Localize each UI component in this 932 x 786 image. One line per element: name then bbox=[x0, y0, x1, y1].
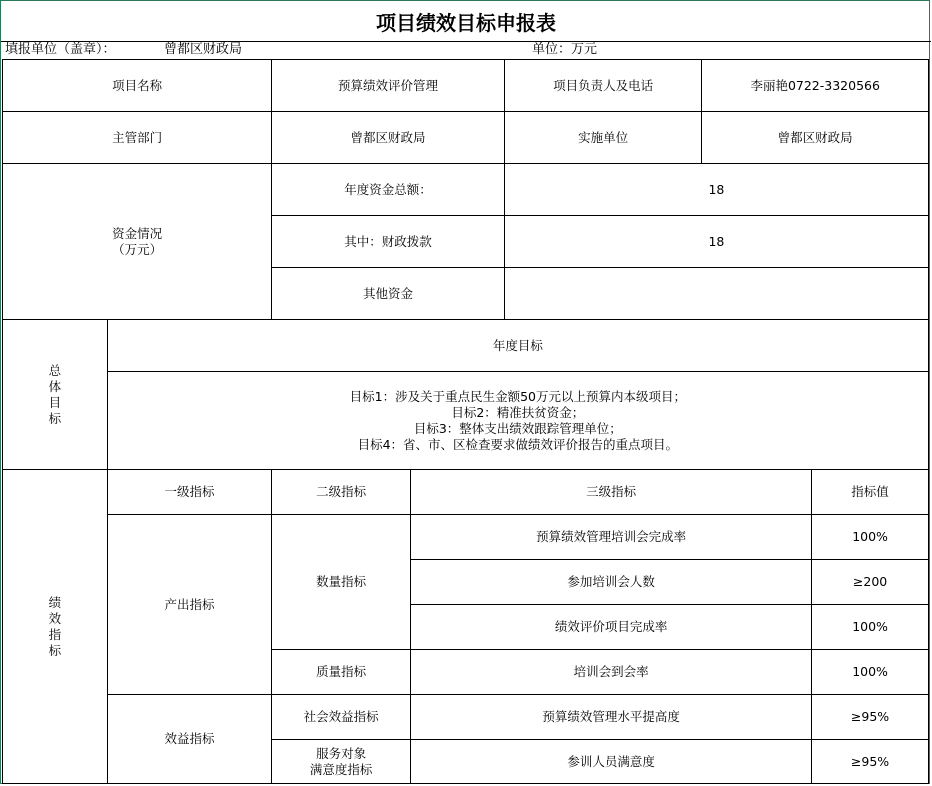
social-benefit-label: 社会效益指标 bbox=[272, 695, 411, 740]
overall-goals-label bbox=[3, 320, 108, 470]
goal-item: 目标2：精准扶贫资金； bbox=[451, 404, 585, 420]
indicator-value[interactable]: 100% bbox=[812, 605, 929, 650]
indicator-value[interactable]: ≥95% bbox=[812, 695, 929, 740]
indicator-value[interactable]: ≥95% bbox=[812, 740, 929, 784]
quantity-indicator-label: 数量指标 bbox=[272, 515, 411, 650]
performance-indicators-label bbox=[3, 470, 108, 784]
indicator-name[interactable]: 绩效评价项目完成率 bbox=[411, 605, 812, 650]
goal-item: 目标3：整体支出绩效跟踪管理单位； bbox=[413, 420, 622, 436]
goal-item: 目标4：省、市、区检查要求做绩效评价报告的重点项目。 bbox=[357, 436, 679, 452]
indicator-name[interactable]: 参训人员满意度 bbox=[411, 740, 812, 784]
indicator-name[interactable]: 参加培训会人数 bbox=[411, 560, 812, 605]
other-funds-value[interactable] bbox=[504, 268, 928, 320]
col-level3-header: 三级指标 bbox=[411, 470, 812, 515]
quality-indicator-label: 质量指标 bbox=[272, 650, 411, 695]
other-funds-label: 其他资金 bbox=[272, 268, 505, 320]
annual-goals-content[interactable] bbox=[107, 372, 928, 470]
annual-goals-header: 年度目标 bbox=[107, 320, 928, 372]
indicator-name[interactable]: 预算绩效管理水平提高度 bbox=[411, 695, 812, 740]
indicator-value[interactable]: 100% bbox=[812, 515, 929, 560]
benefit-indicator-label: 效益指标 bbox=[107, 695, 272, 784]
satisfaction-label-line1: 服务对象 bbox=[316, 745, 367, 761]
overall-goals-text: 总体目标 bbox=[48, 362, 62, 426]
indicator-value[interactable]: 100% bbox=[812, 650, 929, 695]
impl-unit-label: 实施单位 bbox=[504, 112, 702, 164]
filing-unit-label: 填报单位（盖章）： bbox=[5, 42, 116, 57]
performance-indicators-text: 绩效指标 bbox=[48, 594, 62, 658]
impl-unit-value[interactable]: 曾都区财政局 bbox=[702, 112, 929, 164]
project-name-value[interactable]: 预算绩效评价管理 bbox=[272, 60, 505, 112]
project-name-label: 项目名称 bbox=[3, 60, 272, 112]
fiscal-funds-label: 其中：财政拨款 bbox=[272, 216, 505, 268]
dept-value[interactable]: 曾都区财政局 bbox=[272, 112, 505, 164]
total-funds-value[interactable]: 18 bbox=[504, 164, 928, 216]
satisfaction-indicator-label bbox=[272, 740, 411, 784]
col-level2-header: 二级指标 bbox=[272, 470, 411, 515]
col-level1-header: 一级指标 bbox=[107, 470, 272, 515]
output-indicator-label: 产出指标 bbox=[107, 515, 272, 695]
total-funds-label: 年度资金总额： bbox=[272, 164, 505, 216]
goal-item: 目标1：涉及关于重点民生金额50万元以上预算内本级项目； bbox=[349, 388, 687, 404]
performance-table bbox=[2, 59, 929, 784]
form-title: 项目绩效目标申报表 bbox=[1, 1, 931, 42]
col-value-header: 指标值 bbox=[812, 470, 929, 515]
fiscal-funds-value[interactable]: 18 bbox=[504, 216, 928, 268]
indicator-name[interactable]: 培训会到会率 bbox=[411, 650, 812, 695]
dept-label: 主管部门 bbox=[3, 112, 272, 164]
funds-label bbox=[3, 164, 272, 320]
satisfaction-label-line2: 满意度指标 bbox=[309, 761, 373, 777]
indicator-name[interactable]: 预算绩效管理培训会完成率 bbox=[411, 515, 812, 560]
indicator-value[interactable]: ≥200 bbox=[812, 560, 929, 605]
funds-label-line2: （万元） bbox=[112, 241, 163, 257]
funds-label-line1: 资金情况 bbox=[112, 225, 163, 241]
filing-unit-value: 曾都区财政局 bbox=[164, 42, 243, 57]
currency-unit: 单位：万元 bbox=[532, 42, 598, 57]
contact-value[interactable]: 李丽艳0722-3320566 bbox=[702, 60, 929, 112]
contact-label: 项目负责人及电话 bbox=[504, 60, 702, 112]
